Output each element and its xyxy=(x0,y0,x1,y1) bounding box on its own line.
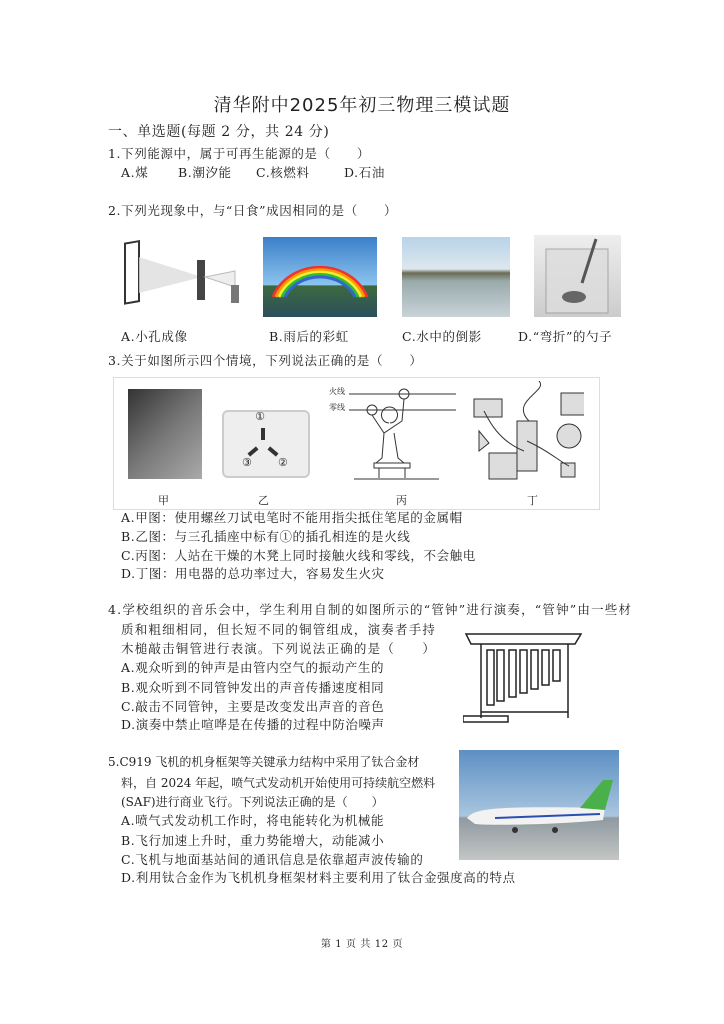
socket-mark-2: ② xyxy=(278,456,288,469)
test-pen-image xyxy=(128,389,202,479)
q4-option-c: C.敲击不同管钟，主要是改变发出声音的音色 xyxy=(121,699,385,714)
page-footer: 第 1 页 共 12 页 xyxy=(320,939,404,950)
tube-bells-drawing xyxy=(463,630,587,725)
person-on-stool-drawing xyxy=(344,383,459,483)
q1-option-b: B.潮汐能 xyxy=(178,165,232,180)
neutral-wire-label: 零线 xyxy=(329,403,345,412)
spoon-image xyxy=(534,235,621,317)
figure-label-yi: 乙 xyxy=(258,494,269,507)
page-title: 清华附中2025年初三物理三模试题 xyxy=(213,95,511,116)
q5-stem-line-3: (SAF)进行商业飞行。下列说法正确的是（ ） xyxy=(121,795,384,809)
q3-option-c: C.丙图：人站在干燥的木凳上同时接触火线和零线，不会触电 xyxy=(121,548,476,563)
c919-plane-image xyxy=(459,750,619,860)
q2-option-c: C.水中的倒影 xyxy=(402,329,482,344)
q1-stem: 1.下列能源中，属于可再生能源的是（ ） xyxy=(108,146,371,161)
q5-stem-line-2: 料，自 2024 年起，喷气式发动机开始使用可持续航空燃料 xyxy=(121,776,436,790)
q4-stem-line-2: 质和粗细相同，但长短不同的铜管组成，演奏者手持 xyxy=(121,622,437,637)
q4-stem-line-3: 木槌敲击铜管进行表演。下列说法正确的是（ ） xyxy=(121,641,437,656)
socket-mark-3: ③ xyxy=(242,456,252,469)
q4-option-d: D.演奏中禁止喧哗是在传播的过程中防治噪声 xyxy=(121,717,385,732)
q5-option-b: B.飞行加速上升时，重力势能增大，动能减小 xyxy=(121,833,385,848)
figure-label-bing: 丙 xyxy=(396,494,407,507)
rainbow-image xyxy=(263,237,377,317)
q3-option-a: A.甲图：使用螺丝刀试电笔时不能用指尖抵住笔尾的金属帽 xyxy=(121,510,463,525)
q3-option-d: D.丁图：用电器的总功率过大，容易发生火灾 xyxy=(121,566,385,581)
q3-stem: 3.关于如图所示四个情境，下列说法正确的是（ ） xyxy=(108,353,423,368)
socket-image xyxy=(222,410,310,478)
q2-stem: 2.下列光现象中，与“日食”成因相同的是（ ） xyxy=(108,203,398,218)
q2-option-b: B.雨后的彩虹 xyxy=(269,329,349,344)
live-wire-label: 火线 xyxy=(329,387,345,396)
section-heading: 一、单选题(每题 2 分，共 24 分) xyxy=(108,124,330,140)
q4-stem-line-1: 4.学校组织的音乐会中，学生利用自制的如图所示的“管钟”进行演奏，“管钟”由一些材 xyxy=(108,602,633,617)
q3-option-b: B.乙图：与三孔插座中标有①的插孔相连的是火线 xyxy=(121,529,411,544)
q2-option-a: A.小孔成像 xyxy=(121,329,188,344)
pinhole-image xyxy=(117,235,245,319)
q1-option-c: C.核燃料 xyxy=(256,165,310,180)
q5-option-a: A.喷气式发动机工作时，将电能转化为机械能 xyxy=(121,813,385,828)
q5-option-d: D.利用钛合金作为飞机机身框架材料主要利用了钛合金强度高的特点 xyxy=(121,870,516,885)
q1-option-d: D.石油 xyxy=(344,165,385,180)
q4-option-b: B.观众听到不同管钟发出的声音传播速度相同 xyxy=(121,680,385,695)
q3-figure xyxy=(113,377,600,510)
socket-mark-1: ① xyxy=(255,410,265,423)
figure-label-ding: 丁 xyxy=(527,494,538,507)
q4-option-a: A.观众听到的钟声是由管内空气的振动产生的 xyxy=(121,660,385,675)
q5-stem-line-1: 5.C919 飞机的机身框架等关键承力结构中采用了钛合金材 xyxy=(108,755,420,769)
q1-option-a: A.煤 xyxy=(121,165,149,180)
overloaded-outlet-drawing xyxy=(469,381,584,486)
reflection-image xyxy=(402,237,510,317)
q5-option-c: C.飞机与地面基站间的通讯信息是依靠超声波传输的 xyxy=(121,852,424,867)
figure-label-jia: 甲 xyxy=(158,494,169,507)
q2-option-d: D.“弯折”的勺子 xyxy=(518,329,613,344)
